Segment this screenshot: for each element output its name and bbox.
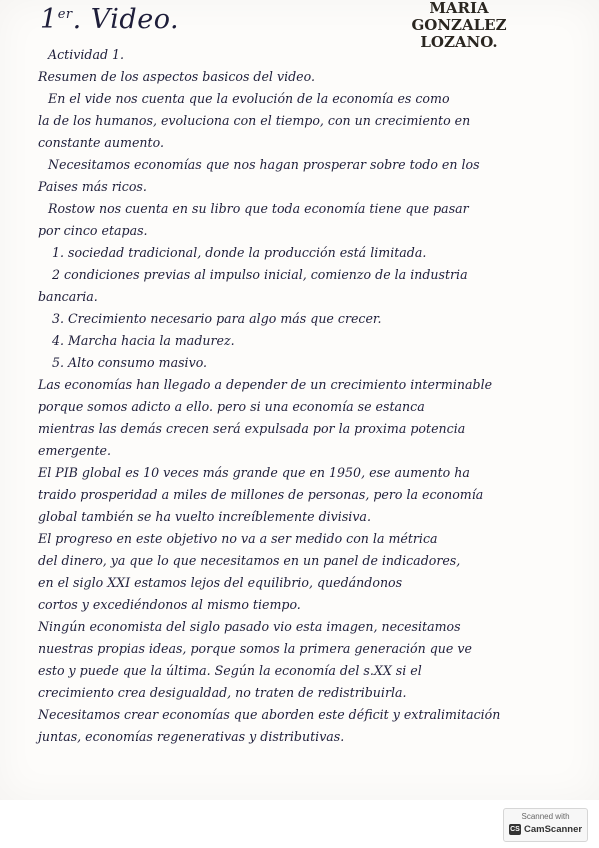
author-line: GONZALEZ [411, 16, 507, 34]
camscanner-brand: CamScanner [524, 824, 583, 835]
text-line: Rostow nos cuenta en su libro que toda economía tiene que pasar [48, 201, 469, 216]
text-line: esto y puede que la última. Según la economía del s.XX si el [38, 663, 422, 678]
text-line: del dinero, ya que lo que necesitamos en un panel de indicadores, [38, 553, 461, 568]
title-number: 1 [40, 4, 58, 35]
author-line: MARIA [429, 0, 489, 17]
summary-heading: Resumen de los aspectos basicos del video. [38, 69, 315, 84]
text-line: Necesitamos economías que nos hagan prosperar sobre todo en los [48, 157, 480, 172]
list-item: 5. Alto consumo masivo. [52, 355, 208, 370]
text-line: crecimiento crea desigualdad, no traten de redistribuirla. [38, 685, 407, 700]
list-item: 3. Crecimiento necesario para algo más que crecer. [52, 311, 382, 326]
list-item: 1. sociedad tradicional, donde la producción está limitada. [52, 245, 427, 260]
text-line: juntas, economías regenerativas y distributivas. [38, 729, 345, 744]
text-line: emergente. [38, 443, 112, 458]
camscanner-logo-icon: CS [510, 826, 520, 833]
text-line: traido prosperidad a miles de millones de personas, pero la economía [38, 487, 484, 502]
text-line: Paises más ricos. [38, 179, 147, 194]
text-line: El PIB global es 10 veces más grande que en 1950, ese aumento ha [38, 465, 470, 480]
text-line: en el siglo XXI estamos lejos del equilibrio, quedándonos [38, 575, 403, 590]
text-line: por cinco etapas. [38, 223, 148, 238]
activity-heading: Actividad 1. [48, 47, 125, 62]
text-line: porque somos adicto a ello. pero si una economía se estanca [38, 399, 425, 414]
text-line: bancaria. [38, 289, 98, 304]
list-item: 2 condiciones previas al impulso inicial, comienzo de la industria [52, 267, 468, 282]
page-title [40, 4, 179, 35]
text-line: cortos y excediéndonos al mismo tiempo. [38, 597, 301, 612]
text-line: nuestras propias ideas, porque somos la primera generación que ve [38, 641, 472, 656]
title-text: . Video. [72, 4, 180, 35]
text-line: global también se ha vuelto increíblemente divisiva. [38, 509, 371, 524]
text-line: Las economías han llegado a depender de un crecimiento interminable [38, 377, 493, 392]
title-superscript: er [57, 7, 73, 22]
text-line: Ningún economista del siglo pasado vio esta imagen, necesitamos [38, 619, 461, 634]
handwritten-text [38, 44, 568, 748]
text-line: la de los humanos, evoluciona con el tiempo, con un crecimiento en [38, 113, 471, 128]
text-line: constante aumento. [38, 135, 164, 150]
camscanner-watermark [503, 808, 588, 842]
list-item: 4. Marcha hacia la madurez. [52, 333, 235, 348]
text-line: mientras las demás crecen será expulsada por la proxima potencia [38, 421, 466, 436]
scanned-with-label: Scanned with [521, 812, 570, 821]
text-line: Necesitamos crear economías que aborden este déficit y extralimitación [38, 707, 501, 722]
text-line: El progreso en este objetivo no va a ser medido con la métrica [38, 531, 438, 546]
author-line: LOZANO. [420, 33, 498, 51]
text-line: En el vide nos cuenta que la evolución de la economía es como [48, 91, 450, 106]
